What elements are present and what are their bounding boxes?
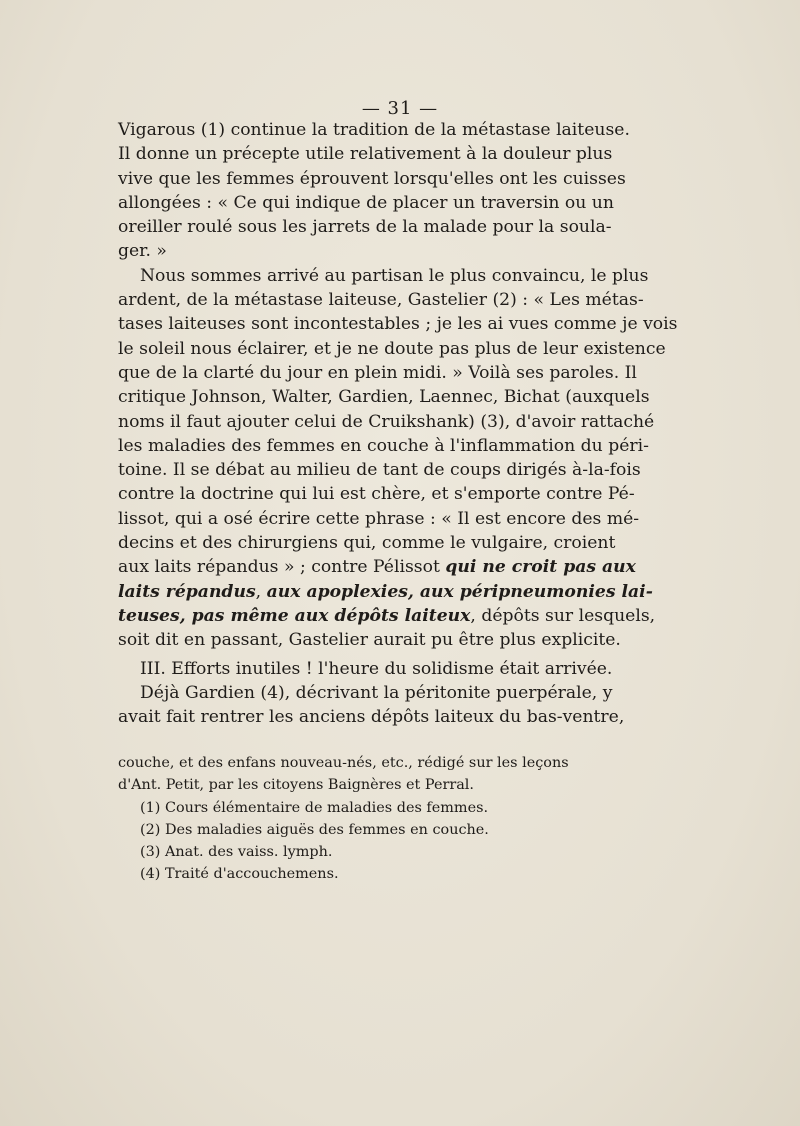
page-number: — 31 — [361, 98, 439, 119]
text-line: tases laiteuses sont incontestables ; je les ai vues comme je vois [118, 314, 678, 335]
body-text [118, 118, 678, 729]
footnote-2: (2) Des maladies aiguës des femmes en couche. [140, 821, 489, 838]
footnote-3: (3) Anat. des vaiss. lymph. [140, 844, 333, 861]
text-line [118, 555, 636, 579]
text-line: allongées : « Ce qui indique de placer un traversin ou un [118, 192, 614, 213]
footnotes [118, 752, 569, 886]
text-line: contre la doctrine qui lui est chère, et s'emporte contre Pé- [118, 484, 635, 505]
text-span: , [255, 581, 267, 602]
text-line: vive que les femmes éprouvent lorsqu'elles ont les cuisses [118, 168, 626, 189]
text-line: ger. » [118, 241, 167, 262]
text-line: noms il faut ajouter celui de Cruikshank) (3), d'avoir rattaché [118, 411, 655, 432]
footnote-line: d'Ant. Petit, par les citoyens Baignères et Perral. [118, 777, 474, 794]
text-line: le soleil nous éclairer, et je ne doute pas plus de leur existence [118, 338, 666, 359]
footnote-line: couche, et des enfans nouveau-nés, etc., rédigé sur les leçons [118, 755, 569, 771]
text-span: , dépôts sur lesquels, [470, 605, 656, 626]
text-line: Nous sommes arrivé au partisan le plus convaincu, le plus [140, 265, 649, 286]
text-line [118, 604, 656, 628]
text-line [118, 580, 653, 604]
text-line: lissot, qui a osé écrire cette phrase : « Il est encore des mé- [118, 508, 640, 529]
text-line: ardent, de la métastase laiteuse, Gastelier (2) : « Les métas- [118, 290, 644, 311]
footnote-4: (4) Traité d'accouchemens. [140, 866, 339, 883]
footnote-1: (1) Cours élémentaire de maladies des femmes. [140, 799, 489, 816]
text-line: Vigarous (1) continue la tradition de la métastase laiteuse. [118, 120, 630, 140]
italic-span: aux apoplexies, aux péripneumonies lai- [266, 581, 653, 602]
text-line: toine. Il se débat au milieu de tant de coups dirigés à-la-fois [118, 460, 641, 481]
text-span: aux laits répandus » ; contre Pélissot [118, 557, 446, 578]
text-line: decins et des chirurgiens qui, comme le vulgaire, croient [118, 533, 616, 554]
italic-span: teuses, pas même aux dépôts laiteux [118, 605, 471, 626]
text-line: soit dit en passant, Gastelier aurait pu être plus explicite. [118, 630, 621, 651]
text-line: Il donne un précepte utile relativement à la douleur plus [118, 144, 613, 165]
italic-span: qui ne croit pas aux [445, 557, 636, 578]
text-line: avait fait rentrer les anciens dépôts laiteux du bas-ventre, [118, 707, 625, 728]
section-heading-line: III. Efforts inutiles ! l'heure du solidisme était arrivée. [140, 658, 613, 679]
italic-span: laits répandus [118, 581, 256, 602]
text-line: critique Johnson, Walter, Gardien, Laennec, Bichat (auxquels [118, 387, 650, 408]
text-line: que de la clarté du jour en plein midi. » Voilà ses paroles. Il [118, 362, 637, 383]
text-line: Déjà Gardien (4), décrivant la péritonite puerpérale, y [140, 682, 613, 703]
text-line: oreiller roulé sous les jarrets de la malade pour la soula- [118, 217, 612, 238]
text-line: les maladies des femmes en couche à l'inflammation du péri- [118, 435, 649, 456]
